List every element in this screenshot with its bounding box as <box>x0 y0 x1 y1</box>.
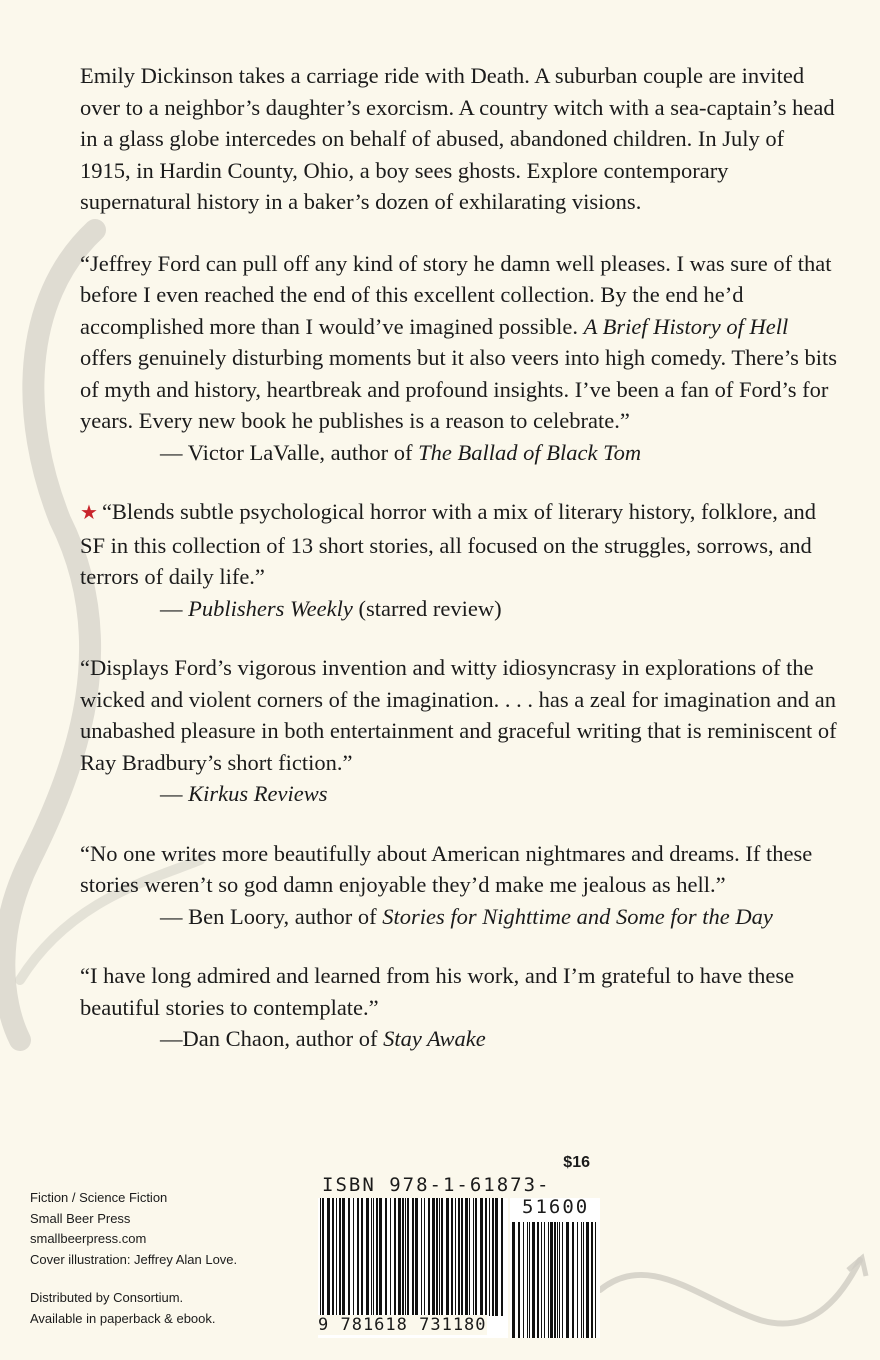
barcode-bar <box>320 1198 321 1316</box>
barcode-bar <box>469 1198 470 1316</box>
price-label: $16 <box>563 1154 590 1171</box>
barcode-bar <box>473 1198 474 1316</box>
barcode-bar <box>537 1222 539 1338</box>
barcode-bar <box>523 1222 524 1338</box>
barcode-bar <box>532 1222 535 1338</box>
barcode-bar <box>373 1198 374 1316</box>
review-publishers-weekly <box>80 496 840 624</box>
barcode-bar <box>577 1222 578 1338</box>
barcode-bar <box>527 1222 528 1338</box>
back-cover-text <box>80 60 840 1083</box>
book-blurb: Emily Dickinson takes a carriage ride with Death. A suburban couple are invited over to a neighbor’s daughter’s exorcism. A country witch with a sea-captain’s head in a glass globe intercedes on behalf of abused, abandoned children. In July of 1915, in Hardin County, Ohio, a boy sees ghosts. Explore contemporary supernatural history in a baker’s dozen of exhilarating visions. <box>80 63 835 214</box>
publisher-name: Small Beer Press <box>30 1210 131 1226</box>
barcode-bar <box>492 1198 494 1316</box>
barcode-bar <box>379 1198 382 1316</box>
barcode-bar <box>339 1198 341 1316</box>
barcode-bar <box>322 1198 324 1316</box>
category-label: Fiction / Science Fiction <box>30 1190 168 1205</box>
barcode-bar <box>361 1198 363 1316</box>
barcode-bar <box>385 1198 387 1316</box>
barcode-bar <box>512 1222 515 1338</box>
barcode-bar <box>336 1198 337 1316</box>
review-attribution: —Dan Chaon, author of Stay Awake <box>160 1026 486 1051</box>
review-lavalle <box>80 248 840 469</box>
review-loory <box>80 838 840 933</box>
review-text: ★ “Blends subtle psychological horror with a mix of literary history, folklore, and SF in this collection of 13 short stories, all focused on the struggles, sorrows, and terrors of daily life.” <box>80 499 816 589</box>
barcode-bar <box>428 1198 430 1316</box>
barcode-bar <box>421 1198 422 1316</box>
barcode-bar <box>461 1198 463 1316</box>
barcode-addon-number: 51600 <box>522 1196 590 1218</box>
isbn-label: ISBN 978-1-61873- <box>322 1174 551 1196</box>
barcode-bar <box>489 1198 490 1316</box>
review-kirkus <box>80 652 840 810</box>
barcode-bar <box>541 1222 542 1338</box>
review-text: “Displays Ford’s vigorous invention and witty idiosyncrasy in explorations of the wicked and violent corners of the imagination. . . . has a zeal for imagination and an unabashed pleasure in both entertainment and graceful writing that is reminiscent of Ray Bradbury’s short fiction.” <box>80 655 837 775</box>
barcode-bar <box>518 1222 520 1338</box>
review-text: “Jeffrey Ford can pull off any kind of story he damn well pleases. I was sure of that before I even reached the end of this excellent collection. By the end he’d accomplished more than I would’ve imagined possible. A Brief History of Hell offers genuinely disturbing moments but it also veers into high comedy. There’s bits of myth and history, heartbreak and profound insights. I’ve been a fan of Ford’s for years. Every new book he publishes is a reason to celebrate.” <box>80 250 837 433</box>
barcode-bar <box>544 1222 545 1338</box>
barcode-bar <box>554 1222 556 1338</box>
cover-credit: Cover illustration: Jeffrey Alan Love. <box>30 1251 238 1267</box>
barcode-bar <box>436 1198 438 1316</box>
barcode-bar <box>581 1222 582 1338</box>
barcode-bar <box>398 1198 401 1316</box>
barcode-bar <box>591 1222 593 1338</box>
barcode-bar <box>424 1198 425 1316</box>
formats-note: Available in paperback & ebook. <box>30 1310 216 1326</box>
barcode-bar <box>557 1222 558 1338</box>
barcode-bar <box>405 1198 406 1316</box>
barcode-bar <box>451 1198 453 1316</box>
review-attribution: — Victor LaValle, author of The Ballad of Black Tom <box>160 439 642 465</box>
barcode-addon <box>510 1198 600 1338</box>
barcode-bar <box>548 1222 549 1338</box>
barcode-bar <box>394 1198 396 1316</box>
barcode-bars <box>318 1198 508 1318</box>
barcode-bar <box>402 1198 404 1316</box>
star-icon: ★ <box>80 502 98 524</box>
barcode-bar <box>348 1198 350 1316</box>
publisher-website: smallbeerpress.com <box>30 1231 147 1246</box>
barcode-bar <box>371 1198 372 1316</box>
review-text: “I have long admired and learned from his work, and I’m grateful to have these beautiful stories to contemplate.” <box>80 963 795 1020</box>
review-attribution: — Publishers Weekly (starred review) <box>160 595 502 621</box>
review-attribution: — Kirkus Reviews <box>160 781 328 806</box>
barcode-bar <box>366 1198 369 1316</box>
barcode-block <box>310 1150 600 1350</box>
barcode-bar <box>353 1198 354 1316</box>
barcode-bar <box>595 1222 596 1338</box>
distribution-note: Distributed by Consortium. <box>30 1290 184 1305</box>
barcode-addon-bars <box>510 1198 600 1338</box>
review-attribution: — Ben Loory, author of Stories for Nighttime and Some for the Day <box>160 903 773 929</box>
barcode-bar <box>439 1198 440 1316</box>
barcode-bar <box>480 1198 483 1316</box>
barcode-bar <box>390 1198 391 1316</box>
barcode-bar <box>446 1198 449 1316</box>
barcode-bar <box>566 1222 569 1338</box>
barcode-bar <box>586 1222 589 1338</box>
barcode-bar <box>583 1222 584 1338</box>
barcode-bar <box>332 1198 334 1316</box>
barcode-bar <box>412 1198 414 1316</box>
barcode-bar <box>415 1198 418 1316</box>
barcode-bar <box>458 1198 460 1316</box>
barcode-bar <box>495 1198 498 1316</box>
barcode-bar <box>485 1198 487 1316</box>
review-text: “No one writes more beautifully about American nightmares and dreams. If these stories weren’t so god damn enjoyable they’d make me jealous as hell.” <box>80 840 813 897</box>
barcode-bar <box>432 1198 435 1316</box>
barcode-bar <box>342 1198 345 1316</box>
barcode-bar <box>455 1198 456 1316</box>
barcode-bar <box>572 1222 574 1338</box>
publisher-info <box>30 1188 237 1329</box>
barcode-bar <box>407 1198 409 1316</box>
barcode-bar <box>562 1222 563 1338</box>
barcode-digits: 9 781618 731180 <box>318 1315 487 1335</box>
barcode-bar <box>327 1198 330 1316</box>
barcode-bar <box>550 1222 553 1338</box>
barcode-bar <box>357 1198 359 1316</box>
barcode-bar <box>475 1198 477 1316</box>
barcode-bar <box>559 1222 560 1338</box>
barcode-bar <box>465 1198 468 1316</box>
barcode-bar <box>441 1198 443 1316</box>
barcode-bar <box>529 1222 530 1338</box>
barcode-bar <box>376 1198 378 1316</box>
review-chaon <box>80 960 840 1055</box>
barcode-bar <box>501 1198 503 1316</box>
